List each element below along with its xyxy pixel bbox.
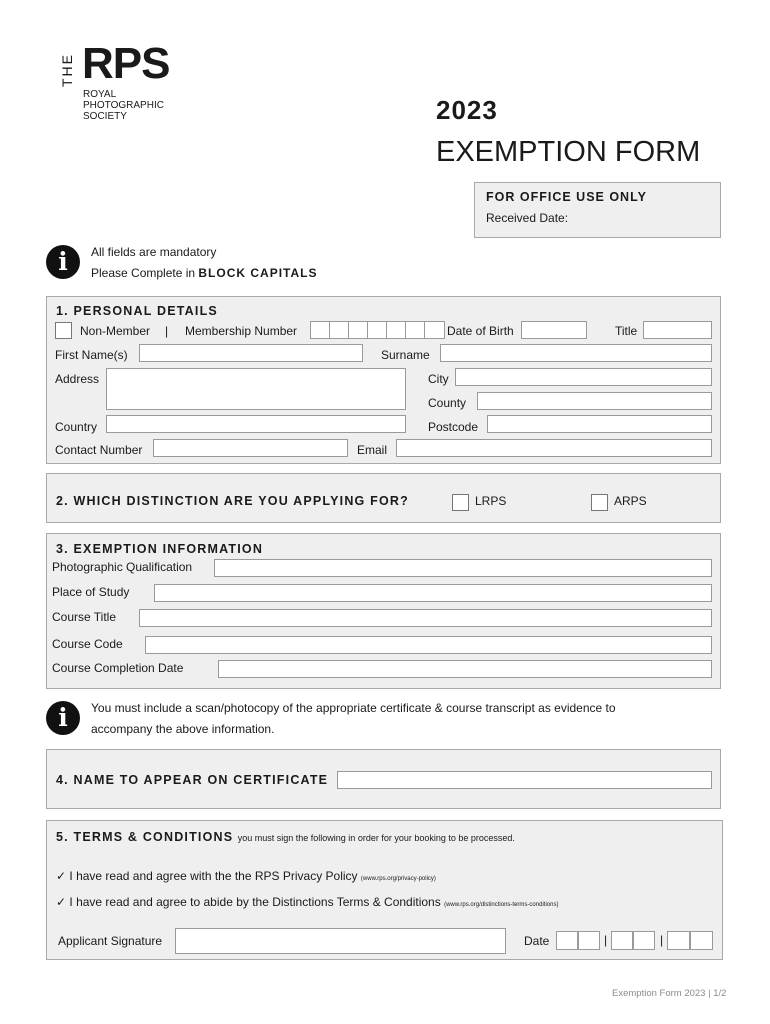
lrps-checkbox[interactable] bbox=[452, 494, 469, 511]
date-day-cell[interactable] bbox=[578, 931, 600, 950]
evidence-line2: accompany the above information. bbox=[91, 722, 275, 736]
city-label: City bbox=[428, 372, 449, 386]
evidence-line1: You must include a scan/photocopy of the appropriate certificate & course transcript as evidence to bbox=[91, 701, 616, 715]
notice-line2 bbox=[91, 266, 318, 280]
place-of-study-label: Place of Study bbox=[52, 585, 130, 599]
logo-the: THE bbox=[59, 53, 75, 87]
title-field[interactable] bbox=[643, 321, 712, 339]
title-label: Title bbox=[615, 324, 638, 338]
email-label: Email bbox=[357, 443, 388, 457]
contact-number-field[interactable] bbox=[153, 439, 348, 457]
logo-line2: PHOTOGRAPHIC bbox=[83, 100, 164, 111]
address-label: Address bbox=[55, 372, 100, 386]
course-code-label: Course Code bbox=[52, 637, 123, 651]
qualification-field[interactable] bbox=[214, 559, 712, 577]
separator: | bbox=[165, 324, 169, 338]
non-member-label: Non-Member bbox=[80, 324, 151, 338]
date-month-cell[interactable] bbox=[611, 931, 633, 950]
address-field[interactable] bbox=[106, 368, 406, 410]
distinction-section bbox=[46, 473, 721, 523]
contact-number-label: Contact Number bbox=[55, 443, 143, 457]
membership-digit[interactable] bbox=[367, 321, 387, 339]
logo-line3: SOCIETY bbox=[83, 111, 127, 122]
certificate-name-field[interactable] bbox=[337, 771, 712, 789]
date-day-cell[interactable] bbox=[556, 931, 578, 950]
completion-date-field[interactable] bbox=[218, 660, 712, 678]
surname-field[interactable] bbox=[440, 344, 712, 362]
county-field[interactable] bbox=[477, 392, 712, 410]
membership-number-label: Membership Number bbox=[185, 324, 298, 338]
privacy-text: I have read and agree with the the RPS Privacy Policy bbox=[69, 869, 358, 883]
received-date-label: Received Date: bbox=[486, 211, 569, 225]
date-separator: | bbox=[660, 933, 664, 947]
membership-digit[interactable] bbox=[329, 321, 349, 339]
office-use-box bbox=[474, 182, 721, 238]
date-year-cell[interactable] bbox=[667, 931, 690, 950]
dob-label: Date of Birth bbox=[447, 324, 514, 338]
country-field[interactable] bbox=[106, 415, 406, 433]
notice-line1: All fields are mandatory bbox=[91, 245, 217, 259]
date-separator: | bbox=[604, 933, 608, 947]
rps-logo bbox=[58, 39, 188, 124]
distinctions-text: I have read and agree to abide by the Distinctions Terms & Conditions bbox=[69, 895, 441, 909]
course-code-field[interactable] bbox=[145, 636, 712, 654]
certificate-heading: 4. NAME TO APPEAR ON CERTIFICATE bbox=[56, 773, 329, 787]
county-label: County bbox=[428, 396, 467, 410]
notice-block-capitals: BLOCK CAPITALS bbox=[198, 266, 318, 280]
personal-details-heading: 1. PERSONAL DETAILS bbox=[56, 304, 218, 318]
date-year-cell[interactable] bbox=[690, 931, 713, 950]
first-name-label: First Name(s) bbox=[55, 348, 128, 362]
completion-date-label: Course Completion Date bbox=[52, 661, 184, 675]
exemption-heading: 3. EXEMPTION INFORMATION bbox=[56, 542, 264, 556]
postcode-field[interactable] bbox=[487, 415, 712, 433]
lrps-label: LRPS bbox=[475, 494, 507, 508]
email-field[interactable] bbox=[396, 439, 712, 457]
exemption-section bbox=[46, 533, 721, 689]
membership-digit[interactable] bbox=[424, 321, 445, 339]
course-title-label: Course Title bbox=[52, 610, 117, 624]
signature-field[interactable] bbox=[175, 928, 506, 954]
terms-heading: 5. TERMS & CONDITIONS bbox=[56, 830, 234, 844]
first-name-field[interactable] bbox=[139, 344, 363, 362]
course-title-field[interactable] bbox=[139, 609, 712, 627]
qualification-label: Photographic Qualification bbox=[52, 560, 193, 574]
distinctions-url: (www.rps.org/distinctions-terms-conditions) bbox=[444, 902, 559, 908]
logo-line1: ROYAL bbox=[83, 89, 117, 100]
privacy-url: (www.rps.org/privacy-policy) bbox=[360, 876, 436, 882]
personal-details-section bbox=[46, 296, 721, 464]
date-label: Date bbox=[524, 934, 550, 948]
membership-digit[interactable] bbox=[386, 321, 406, 339]
info-icon: i bbox=[46, 701, 80, 735]
membership-digit[interactable] bbox=[405, 321, 425, 339]
tick-icon: ✓ bbox=[56, 895, 67, 909]
certificate-section bbox=[46, 749, 721, 809]
non-member-checkbox[interactable] bbox=[55, 322, 72, 339]
notice-line2-prefix: Please Complete in bbox=[91, 266, 199, 280]
membership-digit[interactable] bbox=[310, 321, 330, 339]
footer-text: Exemption Form 2023 | 1/2 bbox=[612, 988, 727, 999]
terms-note: you must sign the following in order for your booking to be processed. bbox=[237, 833, 515, 843]
membership-digit[interactable] bbox=[348, 321, 368, 339]
info-icon: i bbox=[46, 245, 80, 279]
dob-field[interactable] bbox=[521, 321, 587, 339]
city-field[interactable] bbox=[455, 368, 712, 386]
distinctions-line bbox=[56, 895, 558, 909]
country-label: Country bbox=[55, 420, 98, 434]
signature-label: Applicant Signature bbox=[58, 934, 163, 948]
distinction-heading: 2. WHICH DISTINCTION ARE YOU APPLYING FOR? bbox=[56, 494, 409, 508]
terms-section bbox=[46, 820, 723, 960]
form-title: EXEMPTION FORM bbox=[436, 136, 701, 168]
arps-label: ARPS bbox=[614, 494, 647, 508]
tick-icon: ✓ bbox=[56, 869, 67, 883]
surname-label: Surname bbox=[381, 348, 430, 362]
arps-checkbox[interactable] bbox=[591, 494, 608, 511]
form-year: 2023 bbox=[436, 95, 498, 125]
terms-heading-line bbox=[56, 828, 515, 846]
place-of-study-field[interactable] bbox=[154, 584, 712, 602]
date-month-cell[interactable] bbox=[633, 931, 655, 950]
privacy-line bbox=[56, 869, 436, 883]
postcode-label: Postcode bbox=[428, 420, 479, 434]
logo-rps: RPS bbox=[82, 39, 170, 88]
office-use-title: FOR OFFICE USE ONLY bbox=[486, 190, 647, 204]
